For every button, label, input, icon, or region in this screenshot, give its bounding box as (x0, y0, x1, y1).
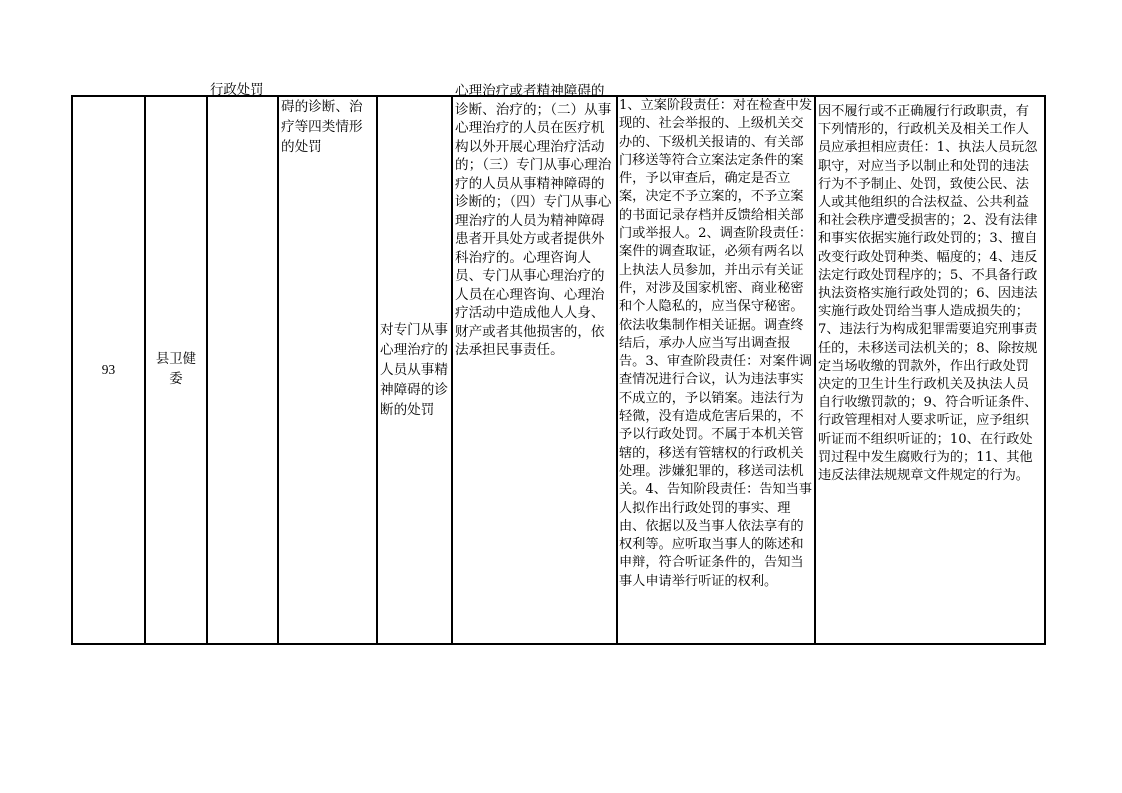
accountability-text: 因不履行或不正确履行行政职责，有下列情形的，行政机关及相关工作人员应承担相应责任：1、执法人员玩忽职守，对应当予以制止和处罚的违法行为不予制止、处罚，致使公民、法人或其他组织的合法权益、公共利益和社会秩序遭受损害的；2、没有法律和事实依据实施行政处罚的；3、擅自改变行政处罚种类、幅度的；4、违反法定行政处罚程序的；5、不具备行政执法资格实施行政处罚的；6、因违法实施行政处罚给当事人造成损失的；7、违法行为构成犯罪需要追究刑事责任的，未移送司法机关的；8、除按规定当场收缴的罚款外，作出行政处罚决定的卫生计生行政机关及执法人员自行收缴罚款的；9、符合听证条件、行政管理相对人要求听证，应予组织听证而不组织听证的；10、在行政处罚过程中发生腐败行为的；11、其他违反法律法规规章文件规定的行为。 (818, 104, 1038, 484)
col-line-5 (451, 95, 453, 645)
responsibility-text: 1、立案阶段责任：对在检查中发现的、社会举报的、上级机关交办的、下级机关报请的、有关部门移送等符合立案法定条件的案件，予以审查后，确定是否立案，决定不予立案的，不予立案的书面记录存档并反馈给相关部门或举报人。2、调查阶段责任：案件的调查取证，必须有两名以上执法人员参加，并出示有关证件，对涉及国家机密、商业秘密和个人隐私的，应当保守秘密。依法收集制作相关证据。调查终结后，承办人应当写出调查报告。3、审查阶段责任：对案件调查情况进行合议，认为违法事实不成立的，予以销案。违法行为轻微，没有造成危害后果的，不予以行政处罚。不属于本机关管辖的，移送有管辖权的行政机关处理。涉嫌犯罪的，移送司法机关。4、告知阶段责任：告知当事人拟作出行政处罚的事实、理由、依据以及当事人依法享有的权利等。应听取当事人的陈述和申辩，符合听证条件的，告知当事人申请举行听证的权利。 (619, 98, 812, 589)
department-cell: 县卫健委 (155, 352, 197, 387)
sub-item-text: 对专门从事心理治疗的人员从事精神障碍的诊断的处罚 (380, 322, 448, 418)
col-line-6 (616, 95, 618, 645)
item-name-cell (281, 97, 373, 177)
col-line-2 (206, 95, 208, 645)
table-bottom-border (71, 643, 1045, 645)
basis-cell (455, 82, 613, 372)
col-line-8 (1044, 95, 1046, 645)
accountability-cell (818, 103, 1041, 643)
col-line-4 (376, 95, 378, 645)
category-text: 行政处罚 (210, 83, 264, 98)
sub-item-cell (380, 97, 448, 643)
col-line-1 (144, 95, 146, 645)
responsibility-cell (619, 97, 812, 643)
col-line-7 (814, 95, 816, 645)
basis-text: 心理治疗或者精神障碍的诊断、治疗的；（二）从事心理治疗的人员在医疗机构以外开展心理治疗活动的；（三）专门从事心理治疗的人员从事精神障碍的诊断的；（四）专门从事心理治疗的人员为精神障碍患者开具处方或者提供外科治疗的。心理咨询人员、专门从事心理治疗的人员在心理咨询、心理治疗活动中造成他人人身、财产或者其他损害的，依法承担民事责任。 (455, 83, 612, 358)
row-number: 93 (101, 361, 116, 377)
item-name-text: 碍的诊断、治疗等四类情形的处罚 (281, 99, 363, 155)
col-line-3 (277, 95, 279, 645)
category-cell (210, 82, 274, 110)
